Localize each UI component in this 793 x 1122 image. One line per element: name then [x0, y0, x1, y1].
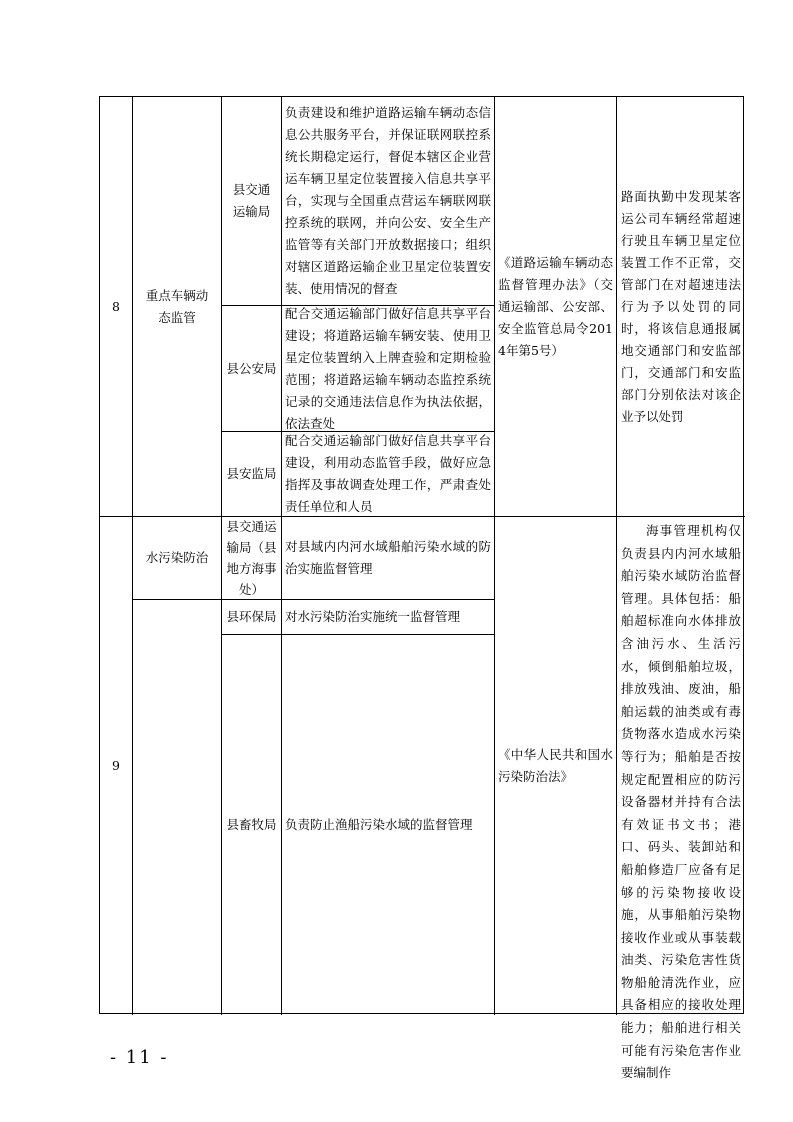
dept-duty: 负责建设和维护道路运输车辆动态信息公共服务平台，并保证联网联控系统长期稳定运行，督促本辖区企业营运车辆卫星定位装置接入信息共享平台，实现与全国重点营运车辆联网联控系统的联网，并向公安、安全生产监管等有关部门开放数据接口；组织对辖区道路运输企业卫星定位装置安装、使用情况的督查 [285, 105, 491, 296]
row-divider [132, 599, 221, 600]
remark: 路面执勤中发现某客运公司车辆经常超速行驶且车辆卫星定位装置工作不正常，交管部门在对超速违法行为予以处罚的同时，将该信息通报属地交通部门和安监部门，交通部门和安监部门分别依法对该企业予以处罚 [621, 188, 741, 424]
page-number: - 11 - [110, 1047, 169, 1068]
dept-name: 县畜牧局 [226, 817, 277, 832]
dept-duty: 对水污染防治实施统一监督管理 [285, 609, 461, 624]
dept-name: 县安监局 [226, 466, 277, 481]
legal-basis: 《中华人民共和国水污染防治法》 [498, 747, 613, 784]
item-name: 水污染防治 [145, 550, 209, 565]
dept-duty: 对县域内内河水域船舶污染水域的防治实施监督管理 [285, 539, 491, 576]
legal-basis: 《道路运输车辆动态监督管理办法》（交通运输部、公安部、 安全监管总局令2014年第5号） [498, 254, 613, 358]
remark: 海事管理机构仅负责县内内河水域船舶污染水域防治监督管理。具体包括：船舶超标准向水体排放含油污水、生活污水，倾倒船舶垃圾，排放残油、废油，船舶运载的油类或有毒货物落水造成水污染等行为；船舶是否按规定配置相应的防污设备器材并持有合法有效证书文书；港口、码头、装卸站和船舶修造厂应备有足够的污染物接收设施，从事船舶污染物接收作业或从事装载油类、污染危害性货物船舱清洗作业，应具备相应的接收处理能力；船舶进行相关可能有污染危害作业要编制作 [621, 523, 741, 1081]
dept-name: 县交通运输局 [232, 182, 271, 219]
dept-name: 县环保局 [226, 609, 277, 624]
row-number: 8 [112, 298, 120, 314]
dept-duty: 配合交通运输部门做好信息共享平台建设；将道路运输车辆安装、使用卫星定位装置纳入上牌查验和定期检验范围；将道路运输车辆动态监控系统记录的交通违法信息作为执法依据，依法查处 [285, 305, 491, 431]
dept-duty: 负责防止渔船污染水域的监督管理 [285, 817, 473, 832]
item-name: 重点车辆动态监管 [145, 287, 209, 325]
dept-duty: 配合交通运输部门做好信息共享平台建设，利用动态监管手段，做好应急指挥及事故调查处理工作，严肃查处责任单位和人员 [285, 433, 491, 514]
dept-name: 县交通运输局（县地方海事处） [226, 519, 277, 597]
row-number: 9 [112, 758, 120, 773]
dept-name: 县公安局 [226, 360, 277, 376]
